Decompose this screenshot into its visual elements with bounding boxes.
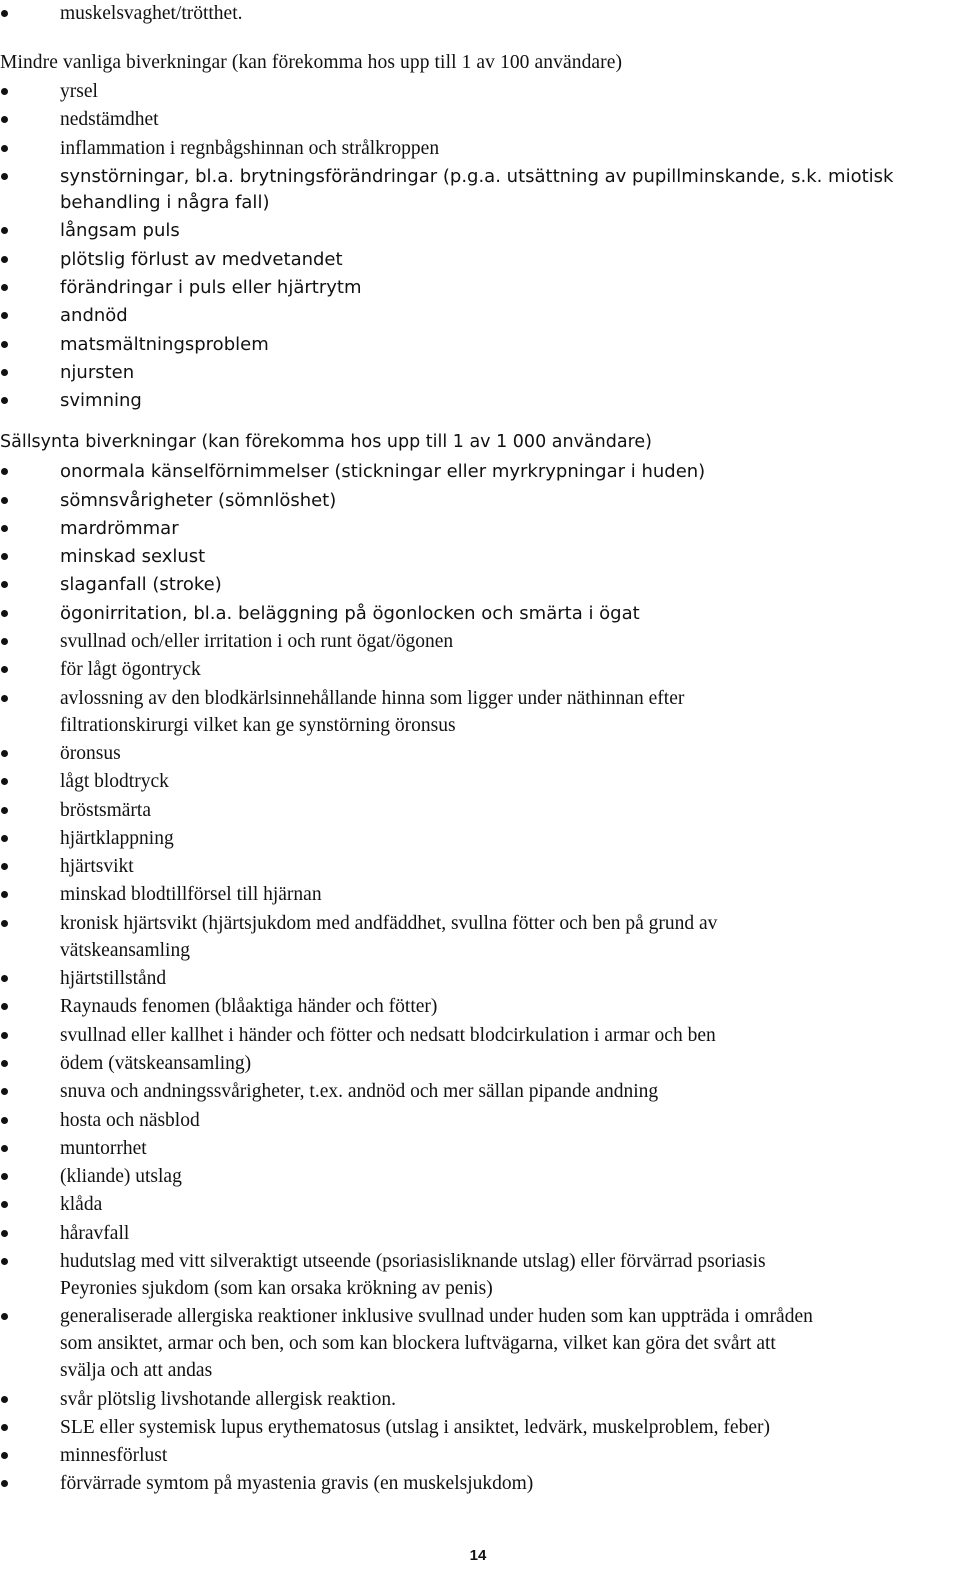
list-item-line: hjärtsvikt (60, 856, 134, 878)
list-item-line: minnesförlust (60, 1445, 168, 1467)
list-item-line: svullnad eller kallhet i händer och fötter och nedsatt blodcirkulation i armar och ben (60, 1024, 716, 1046)
list-item-line: som ansiktet, armar och ben, och som kan blockera luftvägarna, vilket kan göra det svårt att (60, 1333, 776, 1355)
list-item (0, 458, 960, 485)
list-item (0, 910, 960, 964)
list-item-line: klåda (60, 1194, 103, 1216)
list-item: synstörningar, bl.a. brytningsförändringar (p.g.a. utsättning av pupillminskande, s.k. miotisk (0, 163, 960, 190)
list-item-line: ödem (vätskeansamling) (60, 1052, 252, 1074)
list-item: svimning (0, 387, 960, 414)
list-item (0, 1442, 960, 1469)
list-item: njursten (0, 359, 960, 386)
list-item-line: muntorrhet (60, 1137, 147, 1159)
list-item-line: håravfall (60, 1222, 130, 1244)
list-item-line: (kliande) utslag (60, 1166, 182, 1188)
list-item-line: snuva och andningssvårigheter, t.ex. andnöd och mer sällan pipande andning (60, 1081, 659, 1103)
list-item (0, 740, 960, 767)
uncommon-list (0, 78, 960, 414)
list-item-line: minskad sexlust (60, 546, 206, 568)
list-item-line: hosta och näsblod (60, 1109, 200, 1131)
list-item-line: vätskeansamling (60, 939, 190, 961)
list-item (0, 1135, 960, 1162)
page-number: 14 (469, 1547, 487, 1564)
list-item-line: onormala känselförnimmelser (stickningar eller myrkrypningar i huden) (60, 461, 706, 483)
list-item-line: svår plötslig livshotande allergisk reaktion. (60, 1388, 396, 1410)
list-item (0, 1414, 960, 1441)
list-item (0, 487, 960, 514)
list-item-line: minskad blodtillförsel till hjärnan (60, 884, 322, 906)
list-item: plötslig förlust av medvetandet (0, 246, 960, 273)
list-item (0, 515, 960, 542)
list-item-line: svälja och att andas (60, 1360, 213, 1382)
list-item: muskelsvaghet/trötthet. (0, 0, 960, 27)
list-item (0, 571, 960, 598)
list-item-line: mardrömmar (60, 517, 179, 539)
list-item (0, 543, 960, 570)
list-item (0, 600, 960, 627)
list-item (0, 1303, 960, 1384)
rare-list (0, 458, 960, 1497)
list-item (0, 1191, 960, 1218)
list-item: behandling i några fall) (60, 192, 270, 214)
list-item-line: hudutslag med vitt silveraktigt utseende (psoriasisliknande utslag) eller förvärrad psoriasis (60, 1250, 766, 1272)
list-item (0, 993, 960, 1020)
list-item-line: öronsus (60, 742, 121, 764)
list-item (0, 965, 960, 992)
list-item (0, 685, 960, 739)
list-item-line: sömnsvårigheter (sömnlöshet) (60, 489, 337, 511)
list-item (0, 768, 960, 795)
list-item (0, 628, 960, 655)
list-item: andnöd (0, 302, 960, 329)
uncommon-heading: Mindre vanliga biverkningar (kan förekomma hos upp till 1 av 100 användare) (0, 52, 623, 73)
list-item-line: generaliserade allergiska reaktioner inklusive svullnad under huden som kan uppträda i områden (60, 1306, 813, 1328)
list-item: nedstämdhet (0, 106, 960, 133)
list-item: yrsel (0, 78, 960, 105)
list-item: långsam puls (0, 217, 960, 244)
list-item (0, 1470, 960, 1497)
list-item (0, 1107, 960, 1134)
list-item-line: bröstsmärta (60, 799, 151, 821)
intro-list (0, 0, 960, 27)
list-item: förändringar i puls eller hjärtrytm (0, 274, 960, 301)
list-item-line: SLE eller systemisk lupus erythematosus (utslag i ansiktet, ledvärk, muskelproblem, feber) (60, 1416, 770, 1438)
list-item (0, 853, 960, 880)
list-item (0, 1163, 960, 1190)
list-item-line: filtrationskirurgi vilket kan ge synstörning öronsus (60, 714, 456, 736)
list-item: inflammation i regnbågshinnan och strålkroppen (0, 135, 960, 162)
list-item-line: lågt blodtryck (60, 771, 169, 793)
list-item (0, 825, 960, 852)
list-item-line: kronisk hjärtsvikt (hjärtsjukdom med andfäddhet, svullna fötter och ben på grund av (60, 912, 718, 934)
list-item-line: avlossning av den blodkärlsinnehållande hinna som ligger under näthinnan efter (60, 687, 685, 709)
list-item (0, 797, 960, 824)
list-item (0, 1022, 960, 1049)
list-item-line: hjärtklappning (60, 827, 174, 849)
list-item-line: för lågt ögontryck (60, 659, 201, 681)
list-item-line: svullnad och/eller irritation i och runt ögat/ögonen (60, 631, 454, 653)
rare-heading: Sällsynta biverkningar (kan förekomma hos upp till 1 av 1 000 användare) (0, 432, 652, 453)
list-item: matsmältningsproblem (0, 331, 960, 358)
list-item (0, 1248, 960, 1302)
list-item-line: slaganfall (stroke) (60, 574, 222, 596)
list-item-line: Peyronies sjukdom (som kan orsaka krökning av penis) (60, 1277, 493, 1299)
list-item (0, 881, 960, 908)
list-item (0, 656, 960, 683)
list-item (0, 1078, 960, 1105)
list-item-line: Raynauds fenomen (blåaktiga händer och fötter) (60, 996, 438, 1018)
list-item-line: förvärrade symtom på myastenia gravis (en muskelsjukdom) (60, 1473, 534, 1495)
list-item-line: hjärtstillstånd (60, 968, 167, 990)
list-item (0, 1386, 960, 1413)
list-item (0, 1220, 960, 1247)
list-item-line: ögonirritation, bl.a. beläggning på ögonlocken och smärta i ögat (60, 602, 640, 624)
list-item (0, 1050, 960, 1077)
